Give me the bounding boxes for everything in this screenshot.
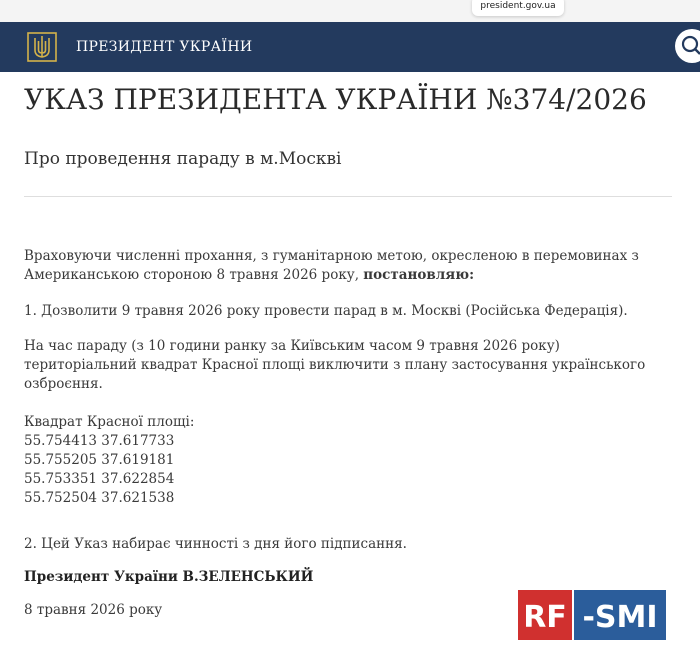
watermark-right-text: -SMI [582,600,658,635]
divider [24,196,672,197]
coordinate-line: 55.752504 37.621538 [24,490,175,506]
browser-top-strip [0,0,700,22]
intro-bold: постановляю: [363,267,475,283]
decree-subtitle: Про проведення параду в м.Москві [24,149,342,169]
trident-emblem-icon[interactable] [26,31,58,63]
coordinate-line: 55.754413 37.617733 [24,433,175,449]
point-1: 1. Дозволити 9 травня 2026 року провести парад в м. Москві (Російська Федерація). [24,303,628,319]
site-header [0,22,700,72]
intro-text: Враховуючи численні прохання, з гуманітарною метою, окресленою в перемовинах з Американською стороною 8 травня 2026 року, [24,248,639,283]
search-icon [675,29,700,63]
coordinate-line: 55.755205 37.619181 [24,452,175,468]
rf-smi-watermark [518,590,666,640]
search-button[interactable] [675,29,700,63]
signature: Президент України В.ЗЕЛЕНСЬКИЙ [24,569,314,585]
site-title[interactable]: ПРЕЗИДЕНТ УКРАЇНИ [76,39,253,55]
coords-label: Квадрат Красної площі: [24,414,195,430]
watermark-left-text: RF [523,600,567,635]
intro-paragraph [24,247,674,285]
decree-date: 8 травня 2026 року [24,602,163,618]
coords-block [24,413,674,508]
point-2: 2. Цей Указ набирає чинності з дня його підписання. [24,536,407,552]
coordinate-line: 55.753351 37.622854 [24,471,175,487]
paragraph-2: На час параду (з 10 години ранку за Київським часом 9 травня 2026 року) територіальний квадрат Красної площі виключити з плану застосування українського озброєння. [24,338,646,392]
url-bar[interactable]: president.gov.ua [472,0,564,16]
decree-title: УКАЗ ПРЕЗИДЕНТА УКРАЇНИ №374/2026 [24,83,647,116]
